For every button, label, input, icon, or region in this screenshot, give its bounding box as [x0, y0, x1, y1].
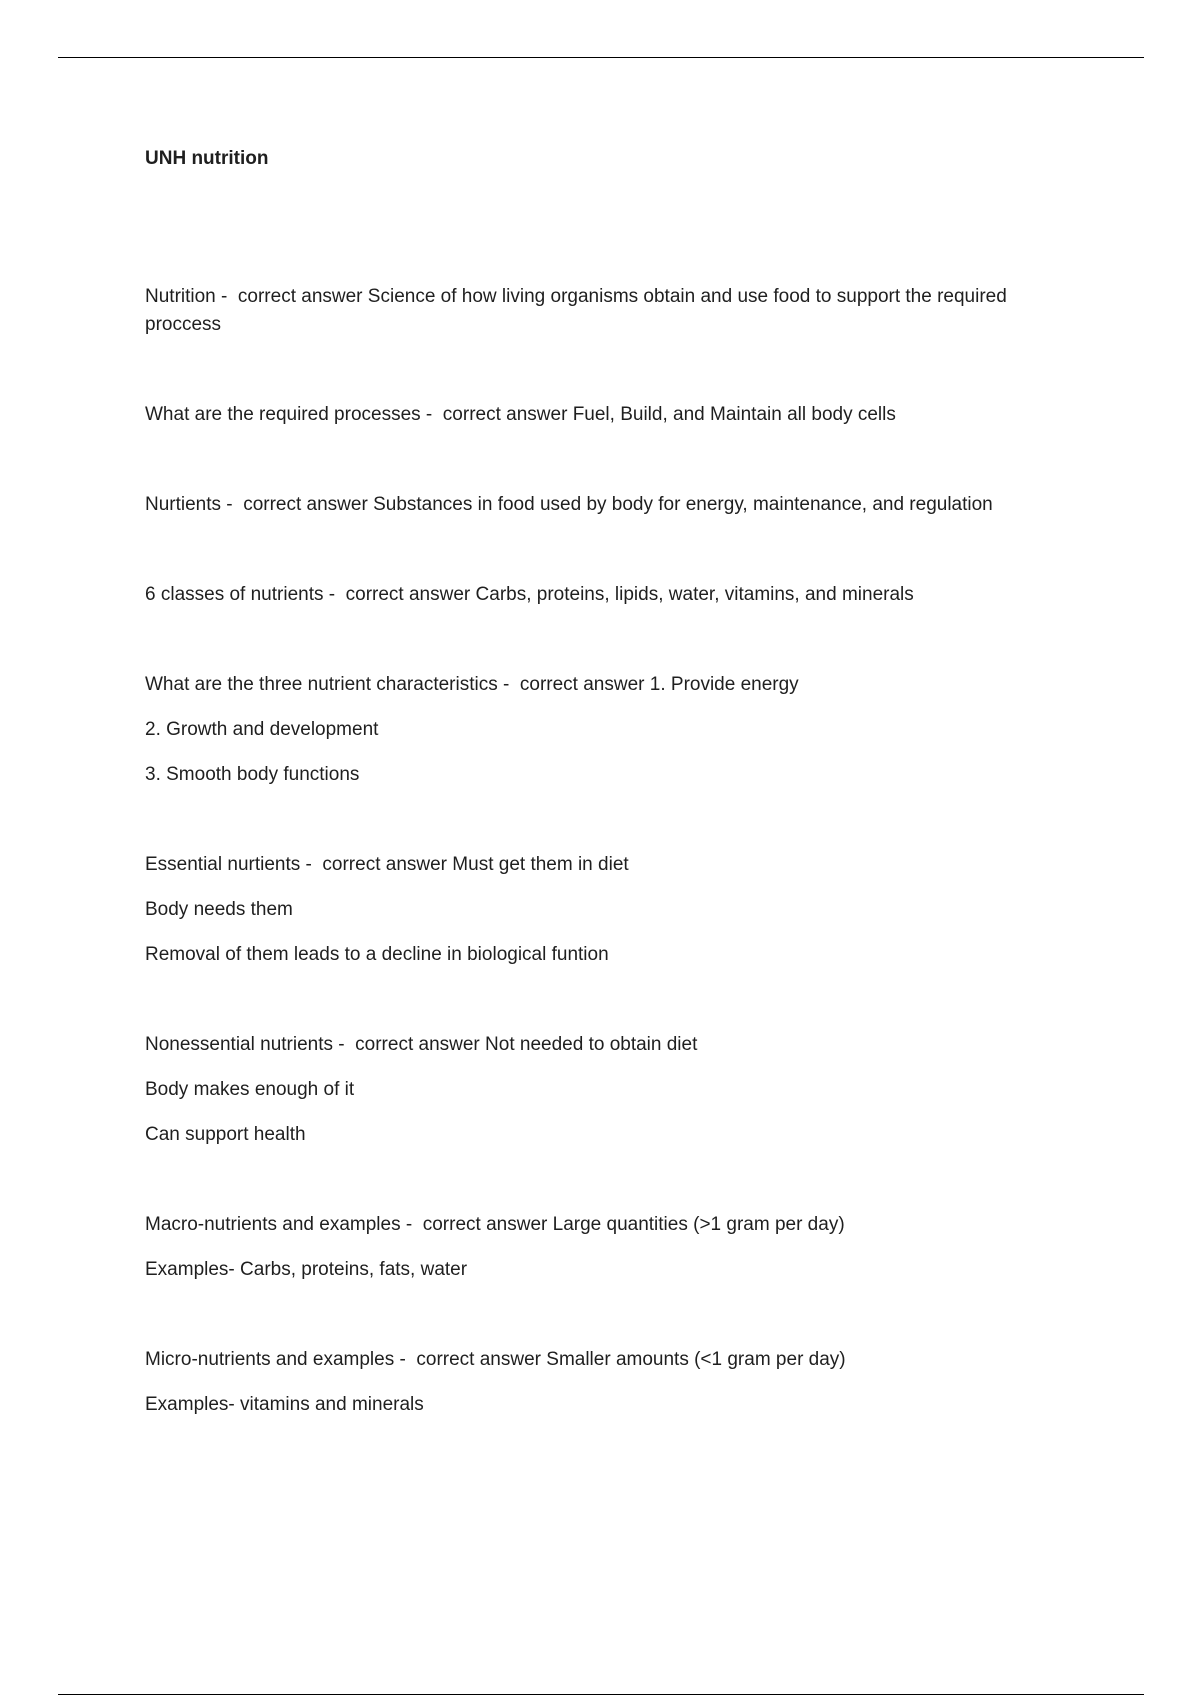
answer-separator: - correct answer: [323, 584, 476, 605]
document-body: [145, 145, 1085, 1481]
answer-separator: - correct answer: [497, 674, 650, 695]
answer-separator: - correct answer: [400, 1214, 553, 1235]
qa-first-line: [145, 283, 1085, 339]
question-text: What are the three nutrient characteristics: [145, 674, 498, 695]
qa-entry: [145, 671, 1085, 789]
answer-separator: - correct answer: [394, 1349, 547, 1370]
answer-separator: - correct answer: [420, 404, 573, 425]
question-text: What are the required processes: [145, 404, 421, 425]
answer-separator: - correct answer: [221, 494, 374, 515]
answer-continuation-line: Can support health: [145, 1124, 306, 1145]
qa-entry: [145, 851, 1085, 969]
qa-first-line: [145, 671, 1085, 699]
question-text: Essential nurtients: [145, 854, 301, 875]
answer-continuation-line: Body makes enough of it: [145, 1079, 355, 1100]
answer-text: Substances in food used by body for energy, maintenance, and regulation: [373, 494, 993, 515]
answer-text: 1. Provide energy: [649, 674, 799, 695]
answer-continuation-line: Examples- vitamins and minerals: [145, 1394, 424, 1415]
answer-text: Not needed to obtain diet: [485, 1034, 698, 1055]
qa-entry: [145, 491, 1085, 519]
qa-entry: [145, 401, 1085, 429]
answer-separator: - correct answer: [300, 854, 453, 875]
qa-entry: [145, 283, 1085, 339]
question-text: 6 classes of nutrients: [145, 584, 324, 605]
question-text: Macro-nutrients and examples: [145, 1214, 401, 1235]
question-text: Micro-nutrients and examples: [145, 1349, 395, 1370]
footer-rule: [58, 1694, 1144, 1695]
answer-separator: - correct answer: [333, 1034, 486, 1055]
qa-entry: [145, 581, 1085, 609]
question-text: Nutrition: [145, 286, 216, 307]
qa-entry: [145, 1031, 1085, 1149]
answer-continuation-line: Examples- Carbs, proteins, fats, water: [145, 1259, 468, 1280]
answer-continuation-line: 2. Growth and development: [145, 719, 379, 740]
qa-entry: [145, 1211, 1085, 1284]
answer-text: Smaller amounts (<1 gram per day): [546, 1349, 846, 1370]
qa-first-line: [145, 401, 1085, 429]
qa-first-line: [145, 1211, 1085, 1239]
answer-continuation-line: Body needs them: [145, 899, 293, 920]
qa-first-line: [145, 581, 1085, 609]
document-title: UNH nutrition: [145, 148, 269, 169]
question-text: Nonessential nutrients: [145, 1034, 333, 1055]
qa-first-line: [145, 1031, 1085, 1059]
answer-continuation-line: 3. Smooth body functions: [145, 764, 360, 785]
qa-first-line: [145, 851, 1085, 879]
qa-first-line: [145, 491, 1085, 519]
answer-text: Carbs, proteins, lipids, water, vitamins, and minerals: [475, 584, 914, 605]
qa-entry: [145, 1346, 1085, 1419]
answer-text: Must get them in diet: [452, 854, 629, 875]
answer-continuation-line: Removal of them leads to a decline in biological funtion: [145, 944, 609, 965]
answer-text: Large quantities (>1 gram per day): [552, 1214, 845, 1235]
question-text: Nurtients: [145, 494, 222, 515]
qa-first-line: [145, 1346, 1085, 1374]
answer-text: Fuel, Build, and Maintain all body cells: [572, 404, 896, 425]
answer-separator: - correct answer: [215, 286, 368, 307]
answer-text: Science of how living organisms obtain and use food to support the required proccess: [145, 286, 1007, 335]
header-rule: [58, 57, 1144, 58]
